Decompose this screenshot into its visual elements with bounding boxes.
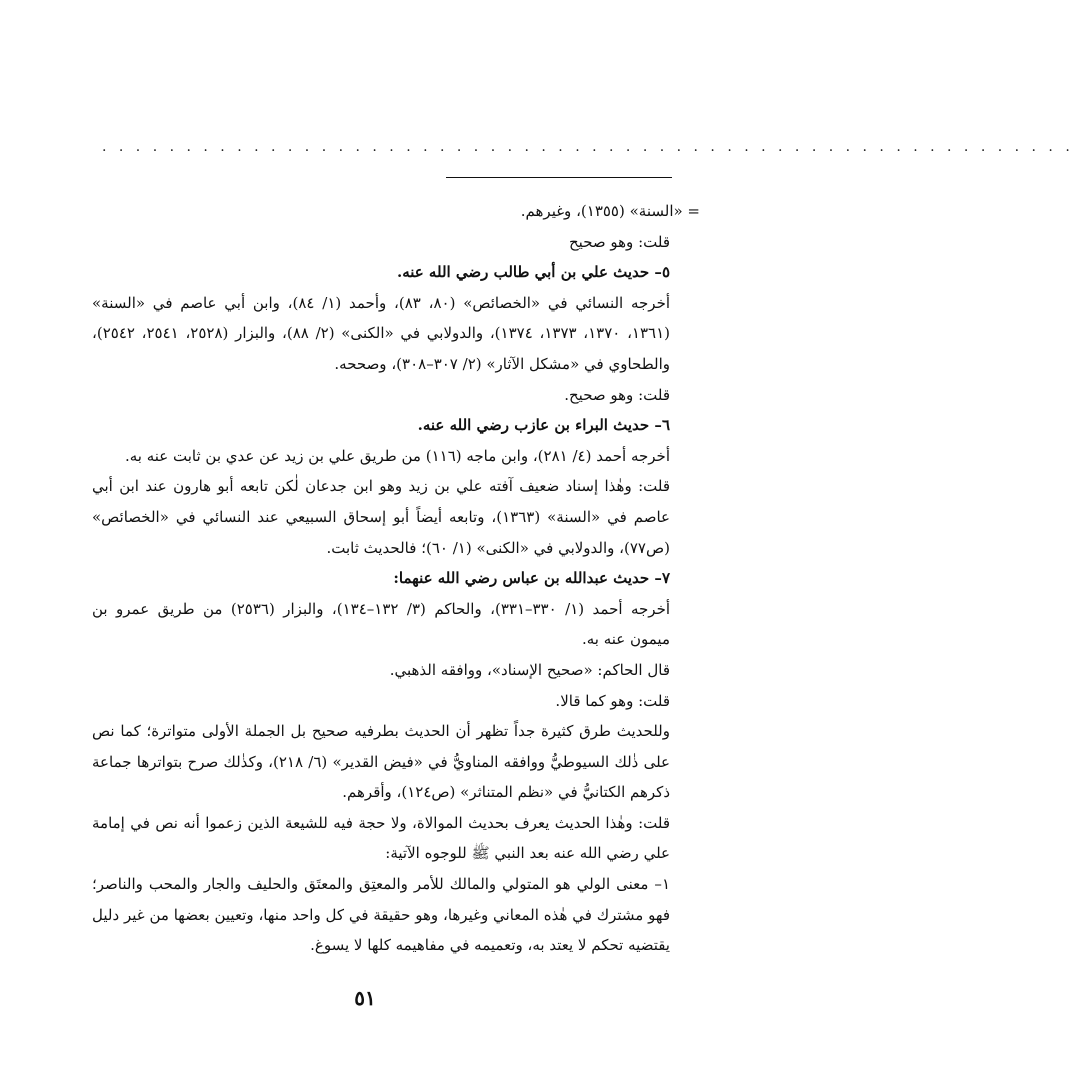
paragraph: قلت: وهو كما قالا.: [555, 691, 670, 710]
paragraph: قلت: وهو صحيح: [569, 232, 670, 251]
paragraph: قلت: وهٰذا إسناد ضعيف آفته علي بن زيد وهو ابن جدعان لٰكن تابعه أبو هارون عند ابن أبي عاصم في «السنة» (١٣٦٣)، وتابعه أيضاً أبو إسحاق السبيعي عند النسائي في «الخصائص» (ص٧٧)، والدولابي في «الكنى» (١/ ٦٠)؛ فالحديث ثابت.: [92, 477, 670, 557]
paragraph: ١– معنى الولي هو المتولي والمالك للأمر والمعتِق والمعتَق والحليف والجار والمحب والناصر؛ فهو مشترك في هٰذه المعاني وغيرها، وهو حقيقة في كل واحد منها، وتعيين بعضها من غير دليل يقتضيه تحكم لا يعتد به، وتعميمه في مفاهيمه كلها لا يسوغ.: [92, 875, 670, 955]
dotted-separator: . . . . . . . . . . . . . . . . . . . . . . . . . . . . . . . . . . . . . . . . . . . . . . . . . . . . . . . . . .: [102, 139, 1074, 155]
paragraph: قلت: وهٰذا الحديث يعرف بحديث الموالاة، ولا حجة فيه للشيعة الذين زعموا أنه نص في إمامة علي رضي الله عنه بعد النبي ﷺ للوجوه الآتية:: [92, 813, 670, 863]
page-number: ٥١: [354, 986, 376, 1010]
paragraph: وللحديث طرق كثيرة جداً تظهر أن الحديث بطرفيه صحيح بل الجملة الأولى متواترة؛ كما نص على ذٰلك السيوطيُّ ووافقه المناويُّ في «فيض القدير» (٦/ ٢١٨)، وكذٰلك صرح بتواترها جماعة ذكرهم الكتانيُّ في «نظم المتناثر» (ص١٢٤)، وأقرهم.: [92, 722, 670, 802]
body-text: [92, 196, 700, 961]
paragraph: أخرجه أحمد (٤/ ٢٨١)، وابن ماجه (١١٦) من طريق علي بن زيد عن عدي بن ثابت عنه به.: [124, 446, 670, 465]
hadith-heading-7: ٧– حديث عبدالله بن عباس رضي الله عنهما:: [393, 569, 670, 588]
continuation-line: = «السنة» (١٣٥٥)، وغيرهم.: [520, 202, 700, 220]
footnote-rule: [446, 177, 672, 178]
hadith-heading-5: ٥– حديث علي بن أبي طالب رضي الله عنه.: [396, 263, 670, 282]
hadith-heading-6: ٦– حديث البراء بن عازب رضي الله عنه.: [417, 416, 670, 435]
paragraph: قلت: وهو صحيح.: [564, 385, 670, 404]
paragraph: أخرجه أحمد (١/ ٣٣٠–٣٣١)، والحاكم (٣/ ١٣٢–١٣٤)، والبزار (٢٥٣٦) من طريق عمرو بن ميمون عنه به.: [92, 599, 671, 649]
paragraph: أخرجه النسائي في «الخصائص» (٨٠، ٨٣)، وأحمد (١/ ٨٤)، وابن أبي عاصم في «السنة» (١٣٦١، ١٣٧٠، ١٣٧٣، ١٣٧٤)، والدولابي في «الكنى» (٢/ ٨٨)، والبزار (٢٥٢٨، ٢٥٤١، ٢٥٤٢)، والطحاوي في «مشكل الآثار» (٢/ ٣٠٧–٣٠٨)، وصححه.: [92, 293, 671, 373]
paragraph: قال الحاكم: «صحيح الإسناد»، ووافقه الذهبي.: [389, 660, 670, 679]
